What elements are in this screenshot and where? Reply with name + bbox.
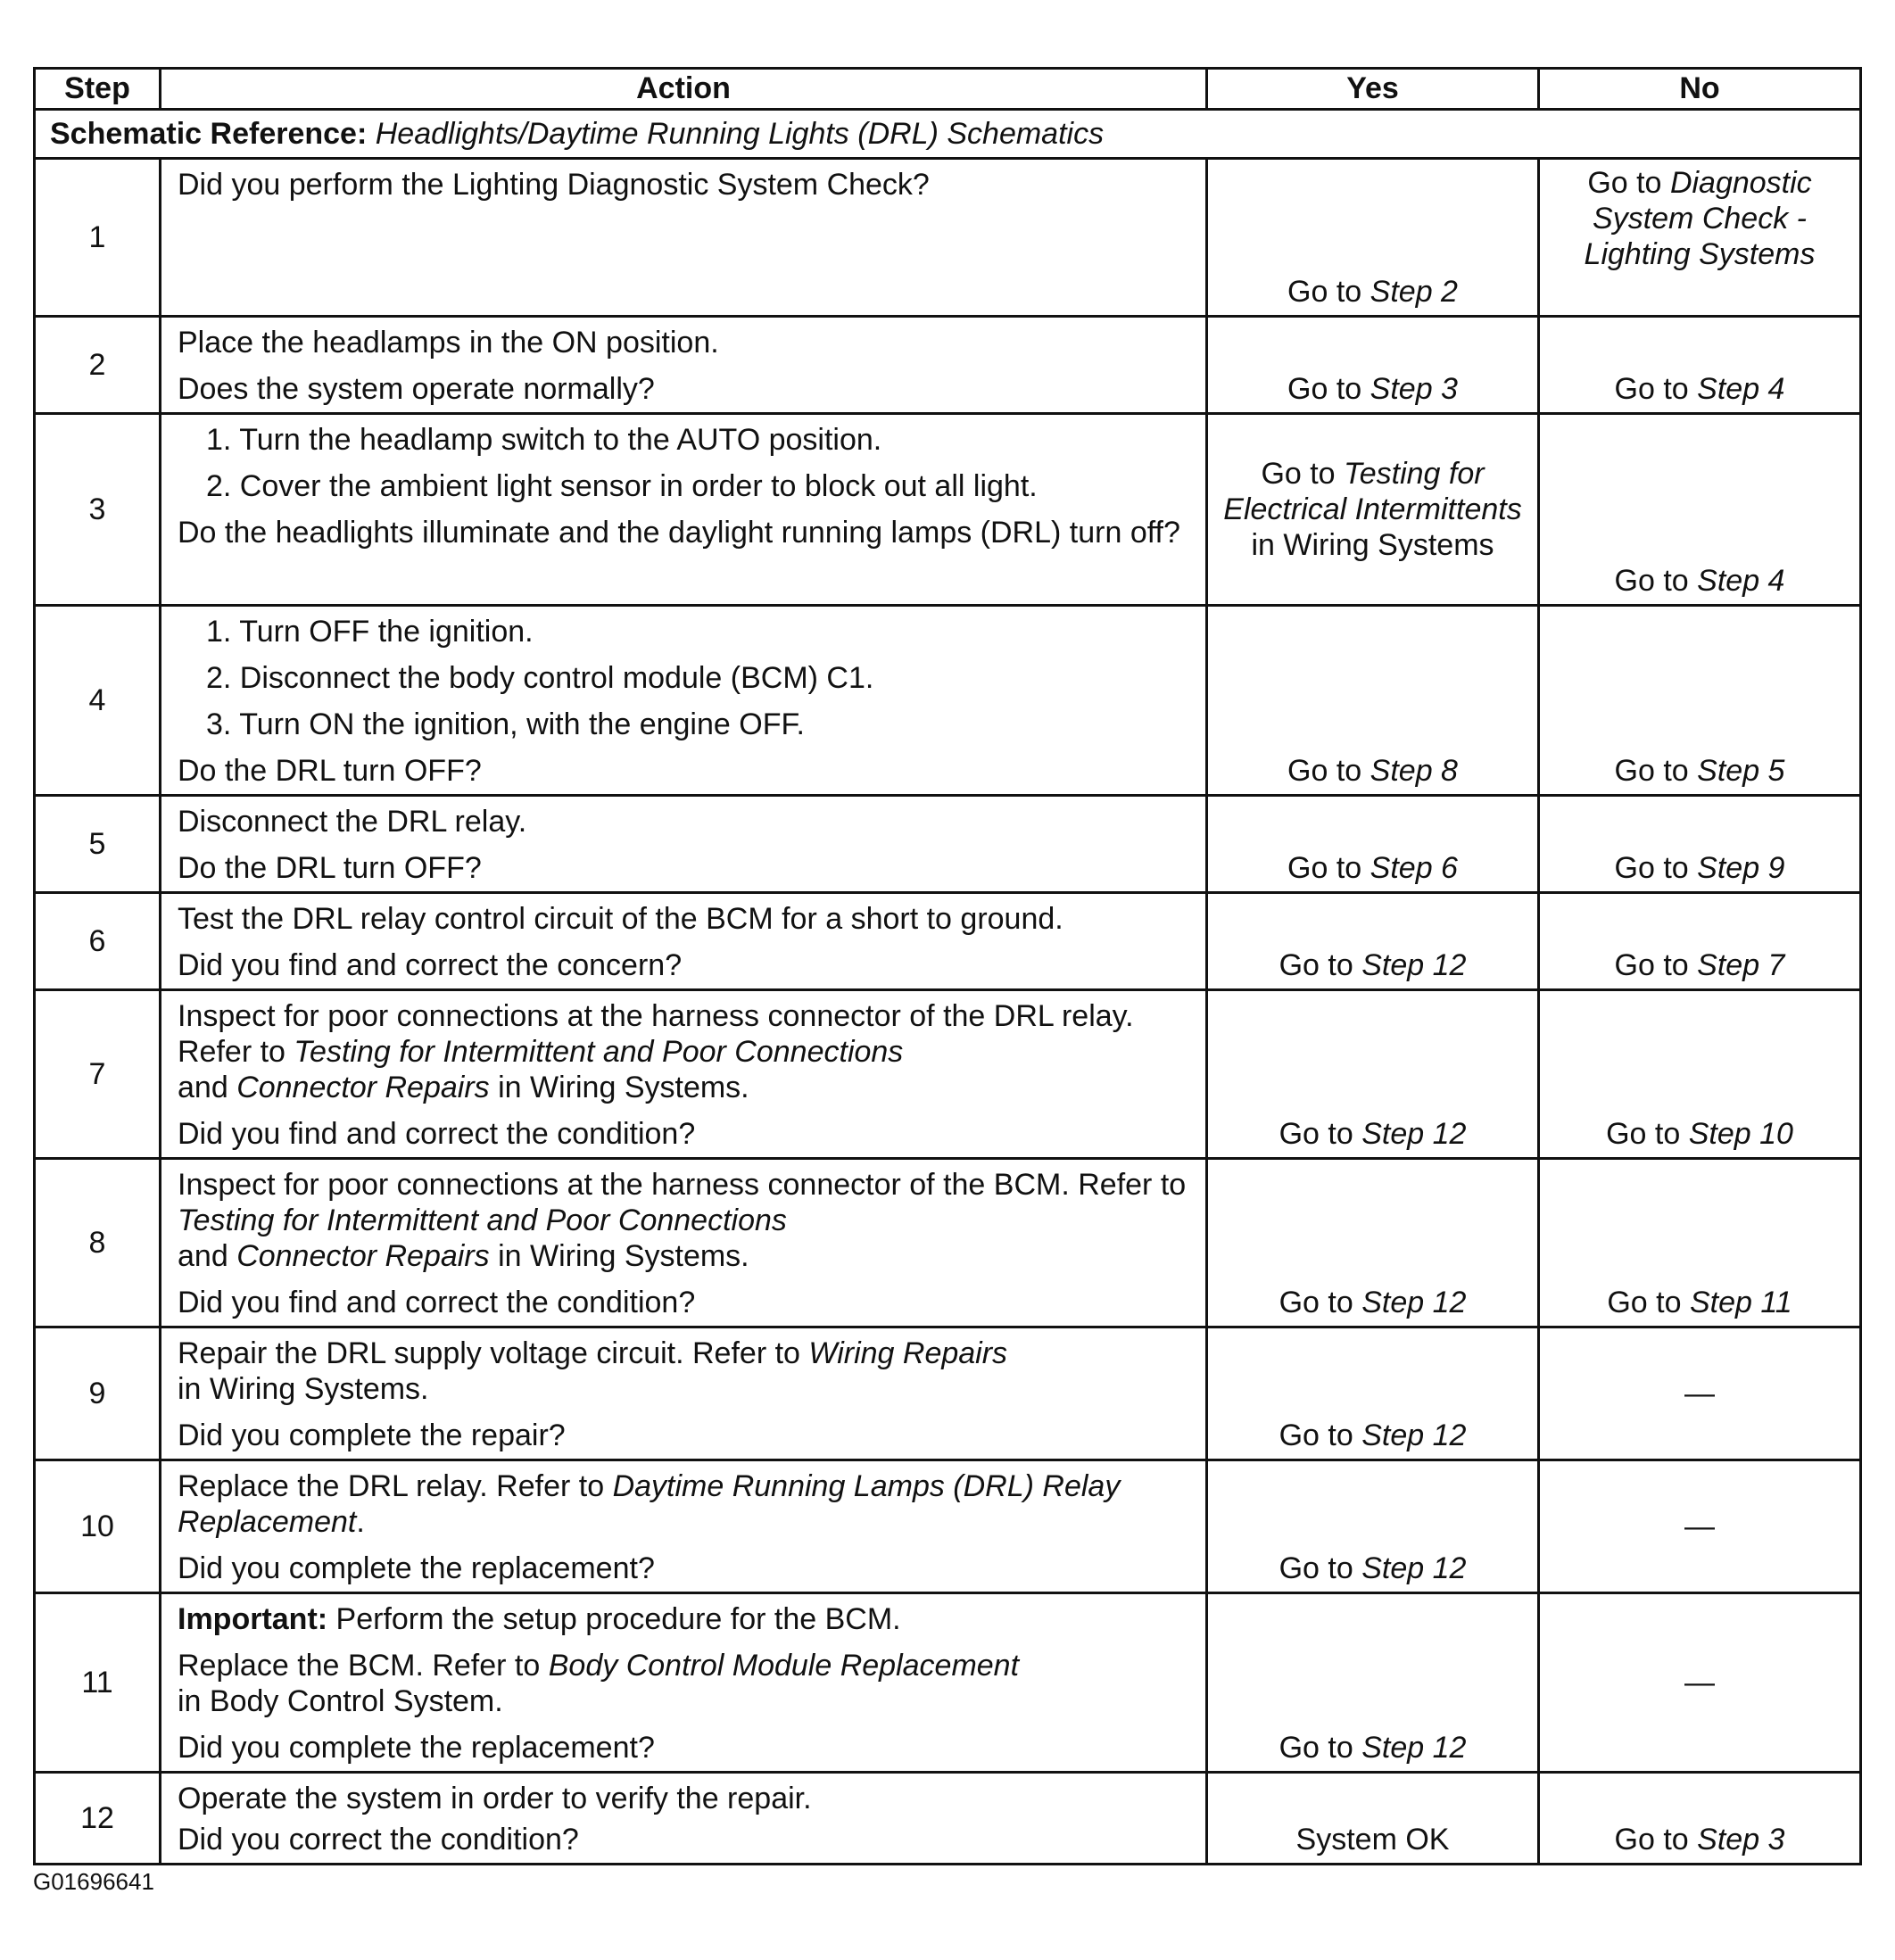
header-action: Action	[161, 69, 1207, 110]
reference-link[interactable]: Testing for Intermittent and Poor Connections	[178, 1203, 787, 1237]
no-cell	[1539, 893, 1861, 990]
no-cell	[1539, 1159, 1861, 1327]
reference-link[interactable]: Body Control Module Replacement	[548, 1649, 1020, 1683]
table-row	[35, 893, 1861, 990]
step-number: 12	[35, 1773, 161, 1865]
no-text: Go to	[1607, 1286, 1682, 1319]
action-text-part: Repair the DRL supply voltage circuit. Refer to	[178, 1336, 800, 1370]
action-text-part: Replace the BCM. Refer to	[178, 1649, 541, 1683]
no-text: Go to	[1614, 372, 1689, 406]
table-row	[35, 796, 1861, 893]
table-row	[35, 606, 1861, 796]
action-question: Did you complete the replacement?	[178, 1551, 655, 1585]
no-step-link[interactable]: Step 7	[1697, 948, 1785, 982]
table-row	[35, 414, 1861, 606]
important-text: Perform the setup procedure for the BCM.	[335, 1602, 901, 1636]
action-list-item: 2. Cover the ambient light sensor in order to block out all light.	[206, 469, 1038, 503]
yes-text: Go to	[1279, 948, 1353, 982]
yes-cell	[1207, 893, 1539, 990]
action-question: Do the DRL turn OFF?	[178, 851, 482, 885]
action-text-part: in Wiring Systems.	[498, 1071, 749, 1104]
action-text-part: Inspect for poor connections at the harness connector of the BCM. Refer to	[178, 1168, 1187, 1202]
reference-link[interactable]: Connector Repairs	[236, 1239, 490, 1273]
yes-cell	[1207, 159, 1539, 317]
action-text-part: Replace the DRL relay. Refer to	[178, 1469, 605, 1503]
action-text-part: in Wiring Systems.	[498, 1239, 749, 1273]
no-text: Go to	[1614, 564, 1689, 598]
diagnostic-table	[33, 67, 1862, 1865]
no-text: Go to	[1614, 1823, 1689, 1857]
action-cell	[161, 796, 1207, 893]
no-cell: —	[1539, 1327, 1861, 1460]
yes-step-link[interactable]: Step 12	[1361, 1286, 1467, 1319]
action-cell	[161, 893, 1207, 990]
no-text: Go to	[1614, 754, 1689, 788]
no-cell	[1539, 317, 1861, 414]
action-text: Test the DRL relay control circuit of the BCM for a short to ground.	[178, 902, 1063, 936]
yes-step-link[interactable]: Step 8	[1370, 754, 1458, 788]
step-number: 11	[35, 1593, 161, 1773]
yes-text: Go to	[1287, 275, 1362, 309]
action-cell	[161, 1159, 1207, 1327]
action-text	[178, 1167, 1193, 1274]
yes-text-suffix: in Wiring Systems	[1251, 528, 1494, 562]
action-text-part: in Wiring Systems.	[178, 1372, 429, 1406]
yes-cell	[1207, 1593, 1539, 1773]
no-cell	[1539, 414, 1861, 606]
action-question: Did you perform the Lighting Diagnostic System Check?	[178, 168, 930, 202]
important-label: Important:	[178, 1602, 328, 1636]
yes-text: Go to	[1279, 1286, 1353, 1319]
no-step-link[interactable]: Step 11	[1689, 1286, 1792, 1319]
action-text	[178, 1468, 1193, 1540]
reference-link[interactable]: Testing for Intermittent and Poor Connections	[294, 1035, 904, 1069]
action-cell	[161, 606, 1207, 796]
yes-step-link[interactable]: Step 3	[1370, 372, 1458, 406]
action-question: Does the system operate normally?	[178, 372, 655, 406]
no-step-link[interactable]: Step 3	[1697, 1823, 1785, 1857]
action-list-item: 2. Disconnect the body control module (BCM) C1.	[206, 661, 874, 695]
no-step-link[interactable]: Step 9	[1697, 851, 1785, 885]
yes-text: Go to	[1261, 457, 1336, 491]
step-number: 5	[35, 796, 161, 893]
table-row	[35, 990, 1861, 1159]
no-cell	[1539, 159, 1861, 317]
action-text	[178, 1336, 1193, 1407]
no-text: Go to	[1587, 166, 1662, 200]
no-cell: —	[1539, 1460, 1861, 1593]
action-text: Disconnect the DRL relay.	[178, 805, 527, 839]
step-number: 4	[35, 606, 161, 796]
action-question: Did you find and correct the condition?	[178, 1117, 696, 1151]
action-text-part: .	[356, 1505, 365, 1539]
reference-link[interactable]: Daytime Running Lamps (DRL) Relay Replacement	[178, 1469, 1121, 1539]
yes-step-link[interactable]: Step 12	[1361, 1117, 1467, 1151]
step-number: 3	[35, 414, 161, 606]
action-question: Do the headlights illuminate and the daylight running lamps (DRL) turn off?	[178, 516, 1180, 550]
action-text	[178, 998, 1193, 1105]
schematic-reference-value: Headlights/Daytime Running Lights (DRL) Schematics	[375, 116, 1105, 151]
table-row	[35, 1593, 1861, 1773]
action-question: Did you find and correct the condition?	[178, 1286, 696, 1319]
schematic-reference	[35, 110, 1861, 159]
table-row	[35, 1327, 1861, 1460]
yes-step-link[interactable]: Step 2	[1370, 275, 1458, 309]
action-text: Place the headlamps in the ON position.	[178, 326, 719, 360]
action-list-item: 3. Turn ON the ignition, with the engine OFF.	[206, 707, 805, 741]
yes-step-link[interactable]: Step 12	[1361, 1731, 1467, 1765]
yes-cell	[1207, 990, 1539, 1159]
figure-id: G01696641	[33, 1868, 154, 1895]
table-row	[35, 1159, 1861, 1327]
action-question: Did you complete the replacement?	[178, 1731, 655, 1765]
step-number: 6	[35, 893, 161, 990]
yes-cell	[1207, 796, 1539, 893]
yes-text: Go to	[1287, 372, 1362, 406]
step-number: 8	[35, 1159, 161, 1327]
yes-text: Go to	[1279, 1551, 1353, 1585]
action-list-item: 1. Turn the headlamp switch to the AUTO position.	[206, 423, 882, 457]
step-number: 1	[35, 159, 161, 317]
yes-cell	[1207, 414, 1539, 606]
action-cell	[161, 317, 1207, 414]
table-row	[35, 1460, 1861, 1593]
table-row	[35, 159, 1861, 317]
schematic-reference-label: Schematic Reference:	[50, 116, 368, 151]
yes-cell	[1207, 606, 1539, 796]
no-cell	[1539, 606, 1861, 796]
reference-link[interactable]: Wiring Repairs	[808, 1336, 1008, 1370]
yes-text: Go to	[1287, 754, 1362, 788]
no-text: Go to	[1614, 851, 1689, 885]
yes-text: Go to	[1279, 1418, 1353, 1452]
yes-step-link[interactable]: Step 12	[1361, 948, 1467, 982]
yes-text: Go to	[1287, 851, 1362, 885]
action-list-item: 1. Turn OFF the ignition.	[206, 615, 534, 649]
action-text: Operate the system in order to verify the repair.	[178, 1782, 812, 1815]
yes-cell	[1207, 317, 1539, 414]
yes-cell: System OK	[1207, 1773, 1539, 1865]
header-no: No	[1539, 69, 1861, 110]
action-text-part: Inspect for poor connections at the harness connector of the DRL relay. Refer to	[178, 999, 1134, 1069]
no-step-link[interactable]: Step 10	[1688, 1117, 1793, 1151]
action-text-part: and	[178, 1071, 228, 1104]
no-cell	[1539, 990, 1861, 1159]
action-cell	[161, 990, 1207, 1159]
table-header-row	[35, 69, 1861, 110]
action-question: Did you correct the condition?	[178, 1823, 579, 1857]
no-cell	[1539, 796, 1861, 893]
action-text-part: and	[178, 1239, 228, 1273]
yes-text: Go to	[1279, 1731, 1353, 1765]
yes-step-link[interactable]: Step 12	[1361, 1418, 1467, 1452]
action-cell	[161, 414, 1207, 606]
yes-step-link[interactable]: Step 6	[1370, 851, 1458, 885]
no-cell: —	[1539, 1593, 1861, 1773]
header-yes: Yes	[1207, 69, 1539, 110]
action-cell	[161, 1773, 1207, 1865]
step-number: 9	[35, 1327, 161, 1460]
action-cell	[161, 1460, 1207, 1593]
header-step: Step	[35, 69, 161, 110]
action-cell	[161, 159, 1207, 317]
action-question: Do the DRL turn OFF?	[178, 754, 482, 788]
yes-step-link[interactable]: Step 12	[1361, 1551, 1467, 1585]
action-cell	[161, 1327, 1207, 1460]
table-row	[35, 1773, 1861, 1865]
yes-text: Go to	[1279, 1117, 1353, 1151]
yes-cell	[1207, 1159, 1539, 1327]
no-step-link[interactable]: Step 5	[1697, 754, 1785, 788]
no-text: Go to	[1606, 1117, 1681, 1151]
no-step-link[interactable]: Step 4	[1697, 564, 1785, 598]
action-question: Did you complete the repair?	[178, 1418, 566, 1452]
table-row	[35, 317, 1861, 414]
action-cell	[161, 1593, 1207, 1773]
yes-cell	[1207, 1327, 1539, 1460]
action-text-part: in Body Control System.	[178, 1684, 503, 1718]
action-text	[178, 1648, 1193, 1719]
no-cell	[1539, 1773, 1861, 1865]
reference-link[interactable]: Connector Repairs	[236, 1071, 490, 1104]
action-question: Did you find and correct the concern?	[178, 948, 683, 982]
yes-cell	[1207, 1460, 1539, 1593]
no-reference-link[interactable]: Diagnostic System Check - Lighting Systems	[1584, 166, 1816, 271]
step-number: 10	[35, 1460, 161, 1593]
yes-reference-link[interactable]: Testing for Electrical Intermittents	[1223, 457, 1522, 526]
important-note	[178, 1601, 1193, 1637]
step-number: 7	[35, 990, 161, 1159]
step-number: 2	[35, 317, 161, 414]
schematic-reference-row	[35, 110, 1861, 159]
no-text: Go to	[1614, 948, 1689, 982]
no-step-link[interactable]: Step 4	[1697, 372, 1785, 406]
